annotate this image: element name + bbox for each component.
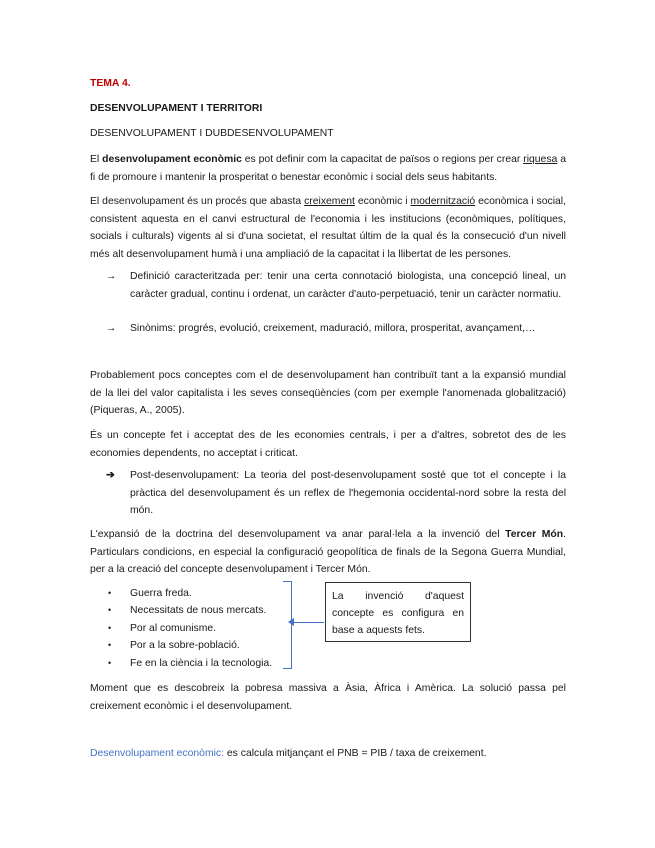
text-span: a fi de promoure i mantenir la prosperitat o benestar econòmic i social dels seus habitants.	[90, 154, 566, 183]
text-span: . Particulars condicions, en especial la configuració geopolítica de finals de la Segona Guerra Mundial, per a la creació del concepte desenvolupament i Tercer Món.	[90, 529, 566, 575]
text-span: es pot definir com la capacitat de països o regions per crear	[241, 154, 524, 165]
arrow-list-item	[106, 268, 566, 320]
bullet-icon: •	[108, 623, 112, 633]
bullet-text: Fe en la ciència i la tecnologia.	[130, 658, 273, 669]
page-title: DESENVOLUPAMENT I TERRITORI	[90, 103, 263, 114]
term-label: Desenvolupament econòmic:	[90, 748, 224, 759]
paragraph-definition	[90, 151, 566, 186]
paragraph-tercer-mon	[90, 526, 566, 579]
bullet-icon: •	[108, 588, 112, 598]
link-modernitzacio[interactable]: modernització	[410, 196, 476, 207]
bullet-icon: •	[108, 658, 112, 668]
callout-connector	[291, 622, 324, 623]
bullet-text: Necessitats de nous mercats.	[130, 605, 267, 616]
bullet-icon: •	[108, 605, 112, 615]
bullet-text: Por al comunisme.	[130, 623, 217, 634]
bold-term: desenvolupament econòmic	[102, 154, 242, 165]
text-span: es calcula mitjançant el PNB = PIB / taxa de creixement.	[224, 748, 487, 759]
bold-arrow-icon: ➔	[106, 470, 115, 481]
bold-term: Tercer Món	[505, 529, 564, 540]
arrow-item-text: Definició caracteritzada per: tenir una certa connotació biologista, una concepció lineal, un caràcter gradual, continu i ordenat, un caràcter d'auto-perpetuació, tenir un caràcter normatiu.	[130, 271, 566, 300]
arrow-icon: →	[106, 271, 117, 282]
paragraph-process	[90, 193, 566, 263]
text-span: El	[90, 154, 103, 165]
arrow-item-text: Sinònims: progrés, evolució, creixement, maduració, millora, prosperitat, avançament,…	[130, 323, 536, 334]
arrow-list-item	[106, 467, 566, 519]
link-creixement[interactable]: creixement	[304, 196, 355, 207]
bullet-text: Por a la sobre-població.	[130, 640, 240, 651]
paragraph-piqueras: Probablement pocs conceptes com el de desenvolupament han contribuït tant a la expansió mundial de la llei del valor capitalista i les seves conseqüències (com per exemple l'anomenada globalització) (Piqueras, A., 2005).	[90, 370, 566, 416]
section-subtitle: DESENVOLUPAMENT I DUBDESENVOLUPAMENT	[90, 128, 334, 139]
arrow-list-item	[106, 320, 566, 338]
paragraph-accepted: És un concepte fet i acceptat des de les economies centrals, i per a d'altres, sobretot des de les economies dependents, no acceptat i criticat.	[90, 430, 566, 459]
callout-textbox: La invenció d'aquest concepte es configura en base a aquests fets.	[325, 582, 471, 642]
bullet-icon: •	[108, 640, 112, 650]
link-riquesa[interactable]: riquesa	[523, 154, 558, 165]
text-span: econòmic i	[354, 196, 411, 207]
arrow-icon: →	[106, 323, 117, 334]
bullet-text: Guerra freda.	[130, 588, 192, 599]
paragraph-poverty: Moment que es descobreix la pobresa massiva a Àsia, Àfrica i Amèrica. La solució passa pel creixement econòmic i el desenvolupament.	[90, 683, 566, 712]
text-span: L'expansió de la doctrina del desenvolupament va anar paral·lela a la invenció del	[90, 529, 506, 540]
text-span: El desenvolupament és un procés que abasta	[90, 196, 305, 207]
paragraph-pnb	[90, 745, 566, 763]
tema-heading: TEMA 4.	[90, 78, 131, 89]
text-span: econòmica i social, consistent aquesta en el canvi estructural de l'economia i les institucions (econòmiques, polítiques, socials i culturals) vigents al si d'una societat, el resultat últim de la qual és la consecució d'un nivell més alt desenvolupament humà i una ampliació de la capacitat i la llibertat de les persones.	[90, 196, 567, 260]
callout-arrowhead	[288, 618, 294, 626]
arrow-item-text: Post-desenvolupament: La teoria del post-desenvolupament sosté que tot el concepte i la pràctica del desenvolupament és un reflex de l'hegemonia occidental-nord sobre la resta del món.	[130, 470, 566, 516]
